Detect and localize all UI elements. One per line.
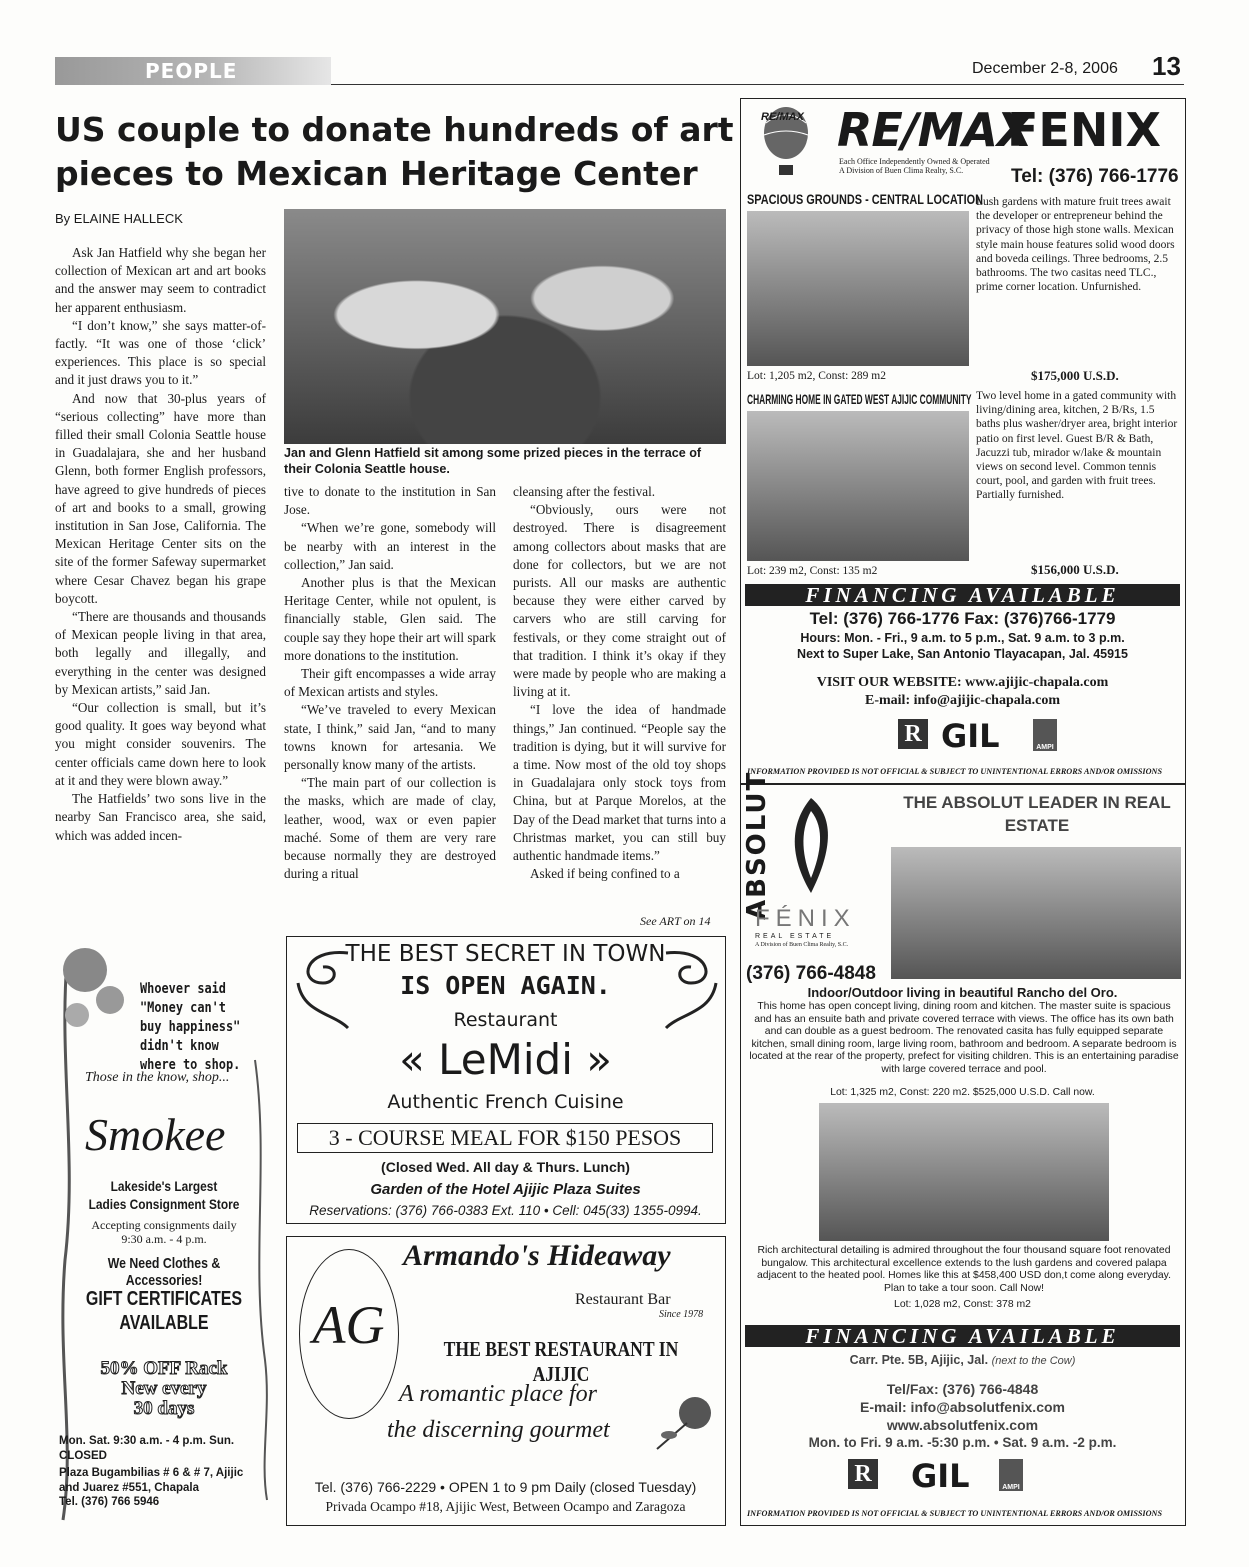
armando-tel: Tel. (376) 766-2229 • OPEN 1 to 9 pm Daily (closed Tuesday) (314, 1479, 697, 1495)
remax-phone: Tel: (376) 766-1776 (1011, 166, 1179, 187)
gil-logo: GIL (941, 717, 1000, 755)
section-label: PEOPLE (145, 59, 238, 83)
lemidi-garden: Garden of the Hotel Ajijic Plaza Suites (370, 1181, 641, 1198)
listing-photo (747, 211, 969, 366)
listing-lot: Lot: 1,028 m2, Const: 378 m2 (894, 1299, 1031, 1310)
absolut-vertical: ABSOLUT (742, 770, 772, 920)
smokee-sub3: Accepting consignments daily (91, 1218, 237, 1232)
armando-romantic1: A romantic place for (399, 1381, 597, 1407)
remax-ad (740, 98, 1186, 784)
issue-date: December 2-8, 2006 (972, 60, 1118, 77)
jump-line: See ART on 14 (640, 914, 711, 928)
disclaimer: INFORMATION PROVIDED IS NOT OFFICIAL & SUBJECT TO UNINTENTIONAL ERRORS AND/OR OMISSIONS (747, 767, 1162, 776)
article-column-3 (513, 483, 726, 883)
lemidi-reservations: Reservations: (376) 766-0383 Ext. 110 • Cell: 045(33) 1355-0994. (309, 1203, 702, 1218)
listing-title: SPACIOUS GROUNDS - CENTRAL LOCATION (747, 191, 983, 207)
monogram: AG (312, 1295, 385, 1355)
article-column-1 (55, 244, 266, 845)
remax-small-logo: RE/MAX (761, 111, 804, 123)
smokee-sub2: Ladies Consignment Store (88, 1196, 240, 1212)
listing-lot: Lot: 1,325 m2, Const: 220 m2. $525,000 U.S.D. Call now. (830, 1087, 1095, 1098)
listing-description: Rich architectural detailing is admired throughout the four thousand square foot renovated bungalow. This architectural excellence extends to the lush gardens and covered palapa adjacent to the heated pool. Homes like this at $458,400 USD don,t come along everyday. Plan to take a tour soon. Call Now! (757, 1245, 1171, 1294)
absolut-tel-fax: Tel/Fax: (376) 766-4848 (886, 1381, 1039, 1397)
paragraph: “The main part of our collection is the masks, which are made of clay, leather, wood, wax or even papier maché. Some of them are very rare because normally they are destroyed during a ritual (284, 775, 496, 882)
smokee-tel: Tel. (376) 766 5946 (59, 1496, 160, 1508)
remax-tel-fax: Tel: (376) 766-1776 Fax: (376)766-1779 (809, 609, 1116, 628)
smokee-logo: Smokee (85, 1109, 226, 1160)
ampi-logo: AMPI (1033, 719, 1057, 751)
smokee-gift2: AVAILABLE (119, 1312, 209, 1334)
photo-caption: Jan and Glenn Hatfield sit among some prized pieces in the terrace of their Colonia Seattle house. (284, 446, 702, 476)
smokee-hours: Mon. Sat. 9:30 a.m. - 4 p.m. Sun. CLOSED (59, 1435, 235, 1462)
lemidi-line1: THE BEST SECRET IN TOWN (345, 941, 666, 967)
fenix-brand: FÉNIX (755, 905, 856, 932)
absolut-headline: THE ABSOLUT LEADER IN REAL ESTATE (903, 793, 1171, 835)
monogram-oval (299, 1249, 399, 1419)
gil-logo: GIL (911, 1457, 970, 1495)
armando-name: Armando's Hideaway (403, 1239, 671, 1272)
smokee-quote: Whoever said "Money can't buy happiness" didn't know where to shop. (140, 981, 241, 1073)
smokee-off1: 50% OFF Rack (100, 1358, 228, 1379)
armando-address: Privada Ocampo #18, Ajijic West, Between Ocampo and Zaragoza (325, 1499, 686, 1514)
listing-title: CHARMING HOME IN GATED WEST AJIJIC COMMUNITY (747, 391, 972, 407)
listing-photo (747, 411, 969, 561)
financing-banner: FINANCING AVAILABLE (745, 584, 1180, 606)
lemidi-ad (286, 936, 726, 1224)
fenix-division: A Division of Buen Clima Realty, S.C. (755, 942, 849, 948)
armando-romantic2: the discerning gourmet (387, 1417, 610, 1443)
listing-photo (819, 1103, 1109, 1241)
page-number: 13 (1152, 51, 1181, 81)
remax-tagline: Each Office Independently Owned & Operated (839, 157, 990, 166)
rose-icon (647, 1389, 717, 1459)
smokee-gift1: GIFT CERTIFICATES (85, 1288, 243, 1310)
paragraph: cleansing after the festival. (513, 484, 656, 499)
paragraph: “I love the idea of handmade things,” Jan continued. “People say the tradition is dying, but it will survive for a time. Now most of the old toy shops in Guadalajara only stock toys from China, but at Parque Morelos, at the Day of the Dead market that turns into a Christmas market, you can still buy authentic handmade items.” (513, 702, 726, 864)
paragraph: tive to donate to the institution in San Jose. (284, 484, 496, 518)
smokee-address: Plaza Bugambilias # 6 & # 7, Ajijic and Juarez #551, Chapala (59, 1467, 244, 1494)
article-headline: US couple to donate hundreds of art pieces to Mexican Heritage Center (55, 110, 734, 193)
paragraph: Asked if being confined to a (530, 866, 680, 882)
paragraph: Ask Jan Hatfield why she began her collection of Mexican art and art books and the answer may seem to contradict her apparent enthusiasm. (55, 245, 266, 315)
paragraph: “When we’re gone, somebody will be nearby with an interest in the collection,” Jan said. (284, 520, 496, 572)
paragraph: “We’ve traveled to every Mexican state, I think,” said Jan, “and to many towns known for artesania. We personally know many of the artists. (284, 702, 496, 773)
listing-description: Two level home in a gated community with living/dining area, kitchen, 2 B/Rs, 1.5 baths plus washer/dryer area, bright interior patio on first level. Guest B/R & Bath, Jacuzzi tub, mirador w/lake & mountain views on second level. Common tennis court, pool, and garden with fruit trees. Partially furnished. (976, 390, 1178, 502)
paragraph: “Obviously, ours were not destroyed. There is disagreement among collectors about masks that are done for collectors, but we are not purists. All our masks are authentic because they were either carved by carvers who are still carving for festivals, or they come straight out of that tradition. I think it’s okay if they were made by people who are making a living at it. (513, 502, 726, 700)
listing-title: Indoor/Outdoor living in beautiful Rancho del Oro. (807, 985, 1118, 1000)
remax-address: Next to Super Lake, San Antonio Tlayacapan, Jal. 45915 (797, 647, 1128, 661)
fenix-flame-icon (781, 793, 841, 903)
fenix-sub: REAL ESTATE (755, 933, 835, 940)
smokee-off3: 30 days (133, 1398, 195, 1419)
remax-logo: RE/MAX (837, 103, 1032, 157)
lemidi-meal: 3 - COURSE MEAL FOR $150 PESOS (297, 1123, 713, 1153)
section-tab (55, 57, 331, 85)
remax-website: VISIT OUR WEBSITE: www.ajijic-chapala.com (816, 675, 1109, 690)
address-note: (next to the Cow) (991, 1355, 1076, 1367)
paragraph: Their gift encompasses a wide array of Mexican artists and styles. (284, 666, 496, 700)
byline: By ELAINE HALLECK (55, 211, 183, 226)
paragraph: “There are thousands and thousands of Mexican people living in that area, both legally and illegally, and everything in the center was designed by Mexican artists,” said Jan. (55, 609, 266, 697)
paragraph: “I don’t know,” she says matter-of-factly. “It was one of those ‘click’ experiences. This place is so special and it just draws you to it.” (55, 317, 266, 388)
remax-brand: FENIX (1007, 103, 1161, 157)
listing-lot: Lot: 1,205 m2, Const: 289 m2 (747, 370, 886, 382)
paragraph: “Our collection is small, but it’s good quality. It goes way beyond what you might consider souvenirs. The center officials came down here to look at it and they were blown away.” (55, 700, 266, 788)
smokee-off2: New every (121, 1378, 207, 1399)
armando-since: Since 1978 (659, 1309, 704, 1320)
listing-price: $175,000 U.S.D. (1031, 368, 1119, 383)
armando-best: THE BEST RESTAURANT IN AJIJIC (443, 1337, 679, 1386)
disclaimer: INFORMATION PROVIDED IS NOT OFFICIAL & SUBJECT TO UNINTENTIONAL ERRORS AND/OR OMISSIONS (747, 1509, 1162, 1518)
smokee-tagline: Those in the know, shop... (85, 1070, 230, 1085)
realtor-logo: R (898, 719, 928, 749)
paragraph: The Hatfields’ two sons live in the nearby San Francisco area, she said, which was added incen- (55, 791, 266, 843)
listing-description: This home has open concept living, dining room and kitchen. The master suite is spacious and has an ensuite bath and private covered terrace with views. The office has its own bath and can double as a guest bedroom. The renovated casita has fully equipped separate kitchen, small dining room, large living room, bathroom and bedroom. A separate bedroom is located at the rear of the property, prefect for visiting children. This is an entertaining paradise with large covered terrace and pool. (749, 1001, 1179, 1075)
armando-bar: Restaurant Bar (575, 1291, 671, 1308)
lemidi-closed: (Closed Wed. All day & Thurs. Lunch) (381, 1159, 630, 1175)
remax-hours: Hours: Mon. - Fri., 9 a.m. to 5 p.m., Sat. 9 a.m. to 3 p.m. (800, 631, 1125, 645)
armando-ad (286, 1236, 726, 1526)
absolut-hours: Mon. to Fri. 9 a.m. -5:30 p.m. • Sat. 9 a.m. -2 p.m. (808, 1435, 1117, 1450)
lemidi-line2: IS OPEN AGAIN. (400, 971, 611, 1000)
listing-lot: Lot: 239 m2, Const: 135 m2 (747, 565, 878, 577)
lemidi-restaurant: Restaurant (453, 1009, 558, 1031)
absolut-website: www.absolutfenix.com (886, 1417, 1039, 1433)
listing-photo (891, 847, 1181, 979)
lemidi-name: « LeMidi » (399, 1035, 612, 1084)
realtor-logo: R (848, 1459, 878, 1489)
header-rule (331, 84, 1184, 85)
lemidi-cuisine: Authentic French Cuisine (387, 1091, 624, 1113)
paragraph: Another plus is that the Mexican Heritage Center, while not opulent, is financially stable, Glen said. The couple say they hope their art will spark more donations to the institution. (284, 575, 496, 663)
remax-division: A Division of Buen Clima Realty, S.C. (839, 166, 964, 175)
paragraph: And now that 30-plus years of “serious collecting” have more than filled their small Colonia Seattle house in Guadalajara, she and her husband Glenn, both former English professors, have agreed to give hundreds of pieces of art and books to a small, growing institution in San Jose, California. The Mexican Heritage Center sits on the site of the former Safeway supermarket where Cesar Chavez began his grape boycott. (55, 390, 266, 606)
smokee-sub1: Lakeside's Largest (110, 1178, 218, 1194)
smokee-sub4: 9:30 a.m. - 4 p.m. (121, 1232, 207, 1246)
financing-banner: FINANCING AVAILABLE (745, 1325, 1180, 1347)
smokee-need: We Need Clothes & Accessories! (107, 1255, 221, 1289)
absolut-email: E-mail: info@absolutfenix.com (859, 1399, 1065, 1415)
ampi-logo: AMPI (999, 1459, 1023, 1491)
listing-price: $156,000 U.S.D. (1031, 562, 1119, 577)
absolut-phone: (376) 766-4848 (746, 963, 876, 984)
remax-email: E-mail: info@ajijic-chapala.com (865, 693, 1060, 708)
article-column-2 (284, 483, 496, 883)
listing-description: Lush gardens with mature fruit trees await the developer or entrepreneur behind the privacy of those high stone walls. Mexican style main house features solid wood doors and boveda ceilings. Three bedrooms, 2.5 bathrooms. The two casitas need TLC., prime corner location. Unfurnished. (976, 196, 1175, 294)
absolut-address (741, 1353, 1184, 1367)
absolut-ad (740, 770, 1186, 1526)
article-photo (284, 209, 726, 444)
smokee-ad (55, 940, 273, 1525)
address-text: Carr. Pte. 5B, Ajijic, Jal. (849, 1353, 989, 1367)
